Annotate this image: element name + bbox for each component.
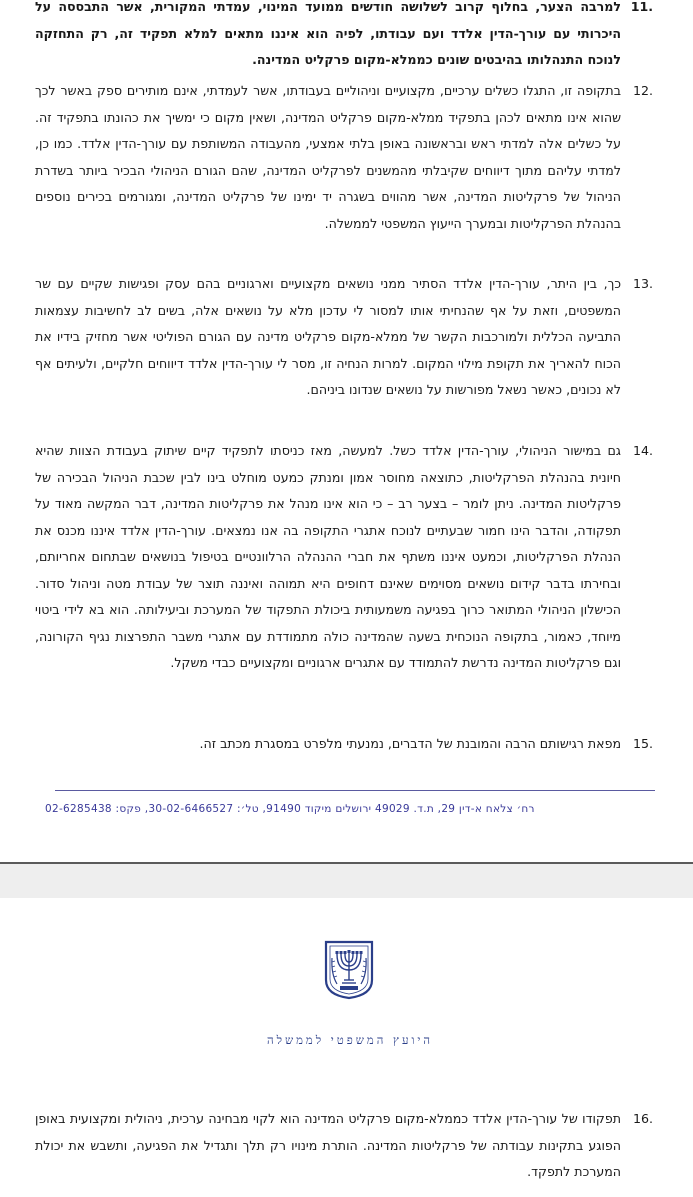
paragraph-11 bbox=[35, 0, 653, 74]
paragraph-13 bbox=[35, 271, 653, 404]
paragraph-14 bbox=[35, 438, 653, 677]
paragraph-text: תפקודו של עורך-הדין אלדד כממלא-מקום פרקליט המדינה הוא לקוי מבחינה ערכית, ניהולית ומקצועית באופן הפוגע בתקינות עבודתה של פרקליטות המדינה. הותרת מינויו רק תלך ותגדיל את הפגיעה, ותשבש את יכולת המערכת לתפקד. bbox=[35, 1111, 621, 1179]
page-separator bbox=[0, 862, 693, 900]
state-emblem-menorah-icon bbox=[323, 940, 375, 1000]
paragraph-text: למרבה הצער, בחלוף קרוב לשלושה חודשים ממועד המינוי, עמדתי המקורית, אשר התבססה על היכרותי עם עורך-הדין אלדד ועם עבודתו, לפיה הוא איננו מתאים למלא תפקיד זה, רק התחזקה לנוכח התנהלותו בהיבטים שונים כממלא-מקום פרקליט המדינה. bbox=[35, 0, 621, 67]
footer-divider bbox=[55, 790, 655, 791]
paragraph-text: כך, בין היתר, עורך-הדין אלדד הסתיר ממני נושאים מקצועיים וארגוניים בהם עסק ופגישות שקיים עם שר המשפטים, וזאת על אף שהנחיתי אותו למסור לי עדכון מלא על נושאים אלה, בשים לב לחשיבות עצמאות התביעה הכללית ולמורכבות הקשר של ממלא-מקום פרקליט מדינה עם הגורם הפוליטי אשר מחזיק בידיו את הכוח להאריך את תקופת מילוי המקום. למרות הנחיה זו, מסר לי עורך-הדין אלדד דיווחים חלקיים, ולעיתים אף לא נכונים, כאשר נשאל מפורשות על נושאים שנדונו ביניהם. bbox=[35, 276, 621, 397]
paragraph-12 bbox=[35, 78, 653, 237]
paragraph-number: 15. bbox=[632, 736, 653, 751]
footer-address: רח׳ צלאח א-דין 29, ת.ד. 49029 ירושלים מיקוד 91490, טל׳: 30-02-6466527, פקס: 02-6285438 bbox=[45, 803, 535, 815]
paragraph-number: 12. bbox=[632, 83, 653, 98]
paragraph-16 bbox=[35, 1106, 653, 1186]
paragraph-15 bbox=[35, 731, 653, 758]
office-title: היועץ המשפטי לממשלה bbox=[266, 1033, 434, 1047]
paragraph-number: 11. bbox=[630, 0, 653, 14]
document-page-2 bbox=[0, 898, 693, 1197]
paragraph-number: 14. bbox=[632, 443, 653, 458]
paragraph-text: מפאת רגישותם הרבה והמובנת של הדברים, נמנעתי מלפרט במסגרת מכתב זה. bbox=[199, 736, 621, 751]
paragraph-text: גם במישור הניהולי, עורך-הדין אלדד כשל. למעשה, מאז כניסתו לתפקיד קיים שיתוק בעבודת הצוות שהיא חיונית בהנהלת הפרקליטות, כתוצאה מחוסר אמון ומנתק כמעט מוחלט בינו לבין שכבת הניהול הבכירה של פרקליטות המדינה. ניתן לומר – בצער רב – כי הוא אינו מנהל את פרקליטות המדינה, דבר המקשה מאוד על תפקודה, והדבר הינו חמור שבעתיים לנוכח אתגרי התקופה בה אנו נמצאים. עורך-הדין אלדד איננו מכנס את הנהלת הפרקליטות, וכמעט איננו משתף את חברי ההנהלה הרלוונטיים בטיפול בנושאים שבתחום אחריותם, ובחירתו בדבר קידום נושאים מסוימים שאינם דחופים היא תמוהה ואיננה תוצר של עבודת מטה וניהול סדור. הכישלון הניהולי המתואר כרוך בפגיעה משמעותית ביכולת התפקוד של המערכת וביעילותה. הוא בא לידי ביטוי מיוחד, כאמור, בתקופה הנוכחית בשעה שהמדינה כולה מתמודדת עם אתגרי משבר התפרצות נגיף הקורונה, וגם פרקליטות המדינה נדרשת להתמודד עם אתגרים ארגוניים ומקצועיים כבדי משקל. bbox=[35, 443, 621, 670]
paragraph-text: בתקופה זו, התגלו כשלים ערכיים, מקצועיים וניהוליים בעבודתו, אשר לעמדתי, אינם מותירים ספק באשר לכך שהוא אינו מתאים לכהן בתפקיד ממלא-מקום פרקליט המדינה, ושאין מקום כי ימשיך את כהונתו בתפקיד זה. על כשלים אלה למדתי ראש ובראשונה באופן בלתי אמצעי, מהעבודה המשותפת עם עורך-הדין אלדד. כמו כן, למדתי עליהם מתוך דיווחים שקיבלתי מהמשנים לפרקליט המדינה, שהם הגורם הניהולי הבכיר ביותר בשדרת הניהול של פרקליטות המדינה, אשר מהווים בשגרה יד ימינו של פרקליט המדינה, ומגורמים בכירים נוספים בהנהלת הפרקליטות ובמערך הייעוץ המשפטי לממשלה. bbox=[35, 83, 621, 231]
paragraph-number: 13. bbox=[632, 276, 653, 291]
paragraph-number: 16. bbox=[632, 1111, 653, 1126]
